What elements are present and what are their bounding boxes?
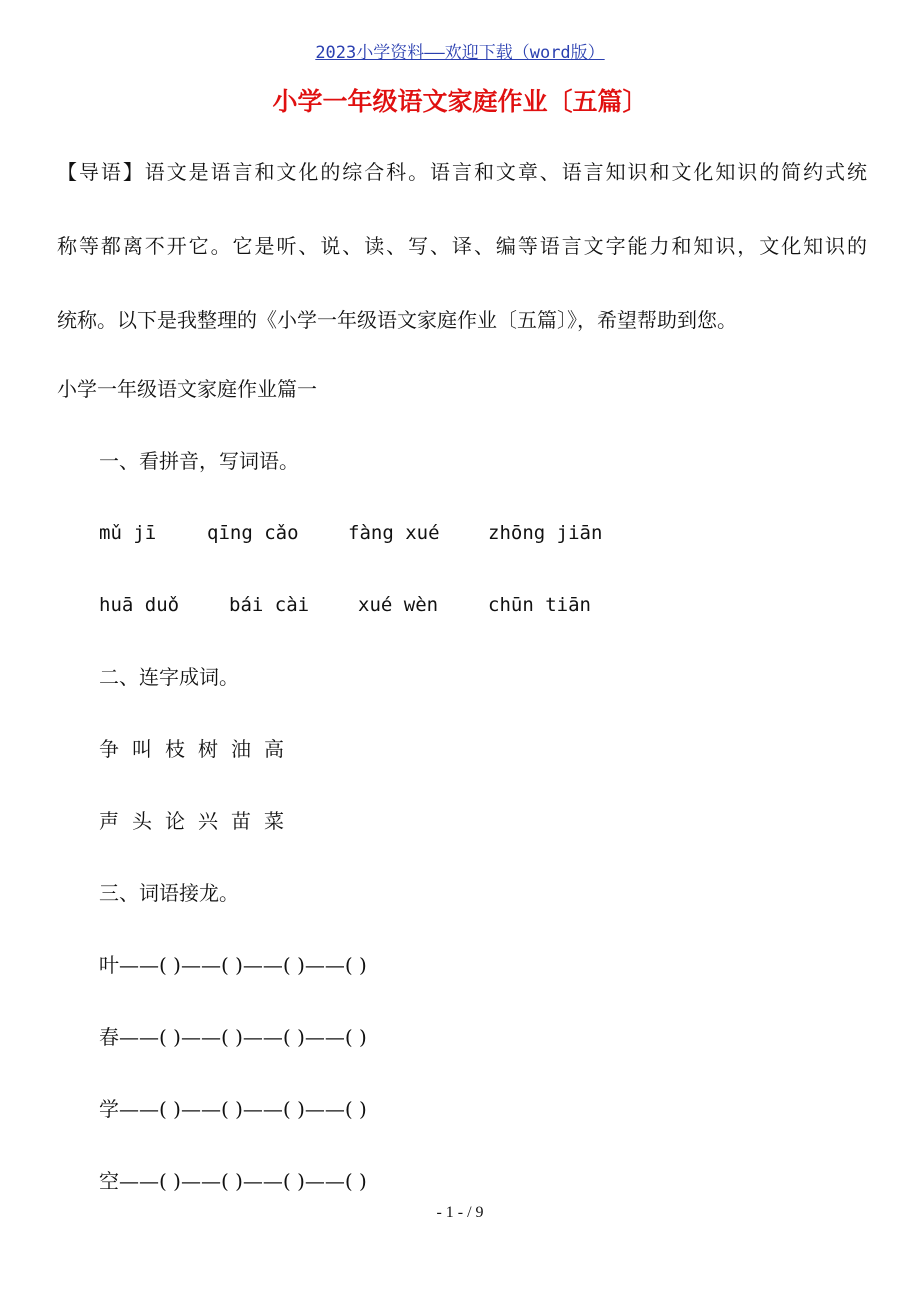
page-indicator: - 1 - / 9 xyxy=(436,1204,484,1221)
intro-line: 统称。以下是我整理的《小学一年级语文家庭作业〔五篇〕》，希望帮助到您。 xyxy=(57,308,737,332)
question-2-heading: 二、连字成词。 xyxy=(99,665,239,689)
pinyin-item: chūn tiān xyxy=(488,594,591,616)
character-row xyxy=(99,734,297,764)
pinyin-item: mǔ jī xyxy=(99,522,157,544)
pinyin-item: qīng cǎo xyxy=(207,522,299,544)
intro-line: 称等都离不开它。它是听、说、读、写、译、编等语言文字能力和知识，文化知识的 xyxy=(57,234,867,258)
question-3-heading: 三、词语接龙。 xyxy=(99,881,239,905)
character: 兴 xyxy=(198,809,218,833)
character: 叫 xyxy=(132,737,152,761)
character: 枝 xyxy=(165,737,185,761)
character: 树 xyxy=(198,737,218,761)
pinyin-item: xué wèn xyxy=(358,594,439,616)
character: 油 xyxy=(231,737,251,761)
word-chain: 春——( )——( )——( )——( ) xyxy=(99,1025,367,1049)
character: 争 xyxy=(99,737,119,761)
header-download-link[interactable]: 2023小学资料——欢迎下载（word版） xyxy=(315,43,605,63)
question-1-heading: 一、看拼音，写词语。 xyxy=(99,449,299,473)
pinyin-item: huā duǒ xyxy=(99,594,180,616)
word-chain: 学——( )——( )——( )——( ) xyxy=(99,1097,367,1121)
character: 头 xyxy=(132,809,152,833)
character: 论 xyxy=(165,809,185,833)
word-chain: 空——( )——( )——( )——( ) xyxy=(99,1169,367,1193)
pinyin-item: bái cài xyxy=(229,594,310,616)
character-row xyxy=(99,806,297,836)
character: 菜 xyxy=(264,809,284,833)
intro-line: 【导语】语文是语言和文化的综合科。语言和文章、语言知识和文化知识的简约式统 xyxy=(57,160,867,184)
word-chain: 叶——( )——( )——( )——( ) xyxy=(99,953,367,977)
character: 苗 xyxy=(231,809,251,833)
intro-paragraph xyxy=(57,150,867,372)
document-title: 小学一年级语文家庭作业〔五篇〕 xyxy=(272,87,648,116)
section-title: 小学一年级语文家庭作业篇一 xyxy=(57,377,317,401)
character: 高 xyxy=(264,737,284,761)
character: 声 xyxy=(99,809,119,833)
pinyin-item: zhōng jiān xyxy=(488,522,603,544)
pinyin-item: fàng xué xyxy=(348,522,440,544)
